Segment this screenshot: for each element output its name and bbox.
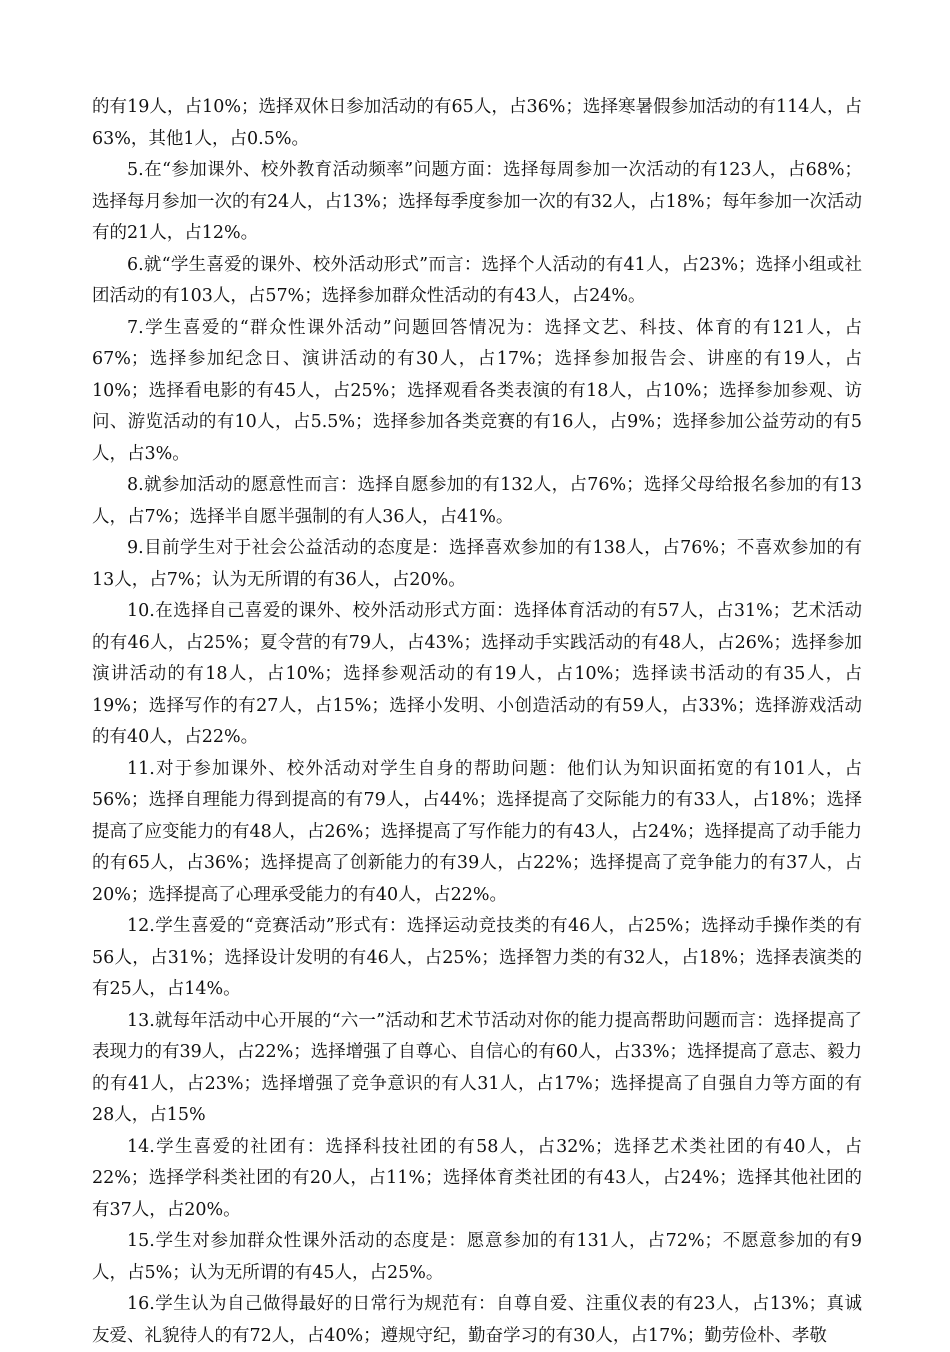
paragraph-item-10: 10.在选择自己喜爱的课外、校外活动形式方面：选择体育活动的有57人，占31%；艺术活动的有46人，占25%；夏令营的有79人，占43%；选择动手实践活动的有48人，占26%；选择参加演讲活动的有18人，占10%；选择参观活动的有19人，占10%；选择读书活动的有35人，占19%；选择写作的有27人，占15%；选择小发明、小创造活动的有59人，占33%；选择游戏活动的有40人，占22%。 [92,601,862,747]
paragraph-continued: 的有19人，占10%；选择双休日参加活动的有65人，占36%；选择寒暑假参加活动的有114人，占63%，其他1人，占0.5%。 [92,97,862,149]
paragraph-item-12: 12.学生喜爱的“竞赛活动”形式有：选择运动竞技类的有46人，占25%；选择动手操作类的有56人，占31%；选择设计发明的有46人，占25%；选择智力类的有32人，占18%；选择表演类的有25人，占14%。 [92,916,862,999]
paragraph-item-7: 7.学生喜爱的“群众性课外活动”问题回答情况为：选择文艺、科技、体育的有121人，占67%；选择参加纪念日、演讲活动的有30人，占17%；选择参加报告会、讲座的有19人，占10%；选择看电影的有45人，占25%；选择观看各类表演的有18人，占10%；选择参加参观、访问、游览活动的有10人，占5.5%；选择参加各类竞赛的有16人，占9%；选择参加公益劳动的有5人，占3%。 [92,317,862,464]
paragraph-item-13: 13.就每年活动中心开展的“六一”活动和艺术节活动对你的能力提高帮助问题而言：选择提高了表现力的有39人，占22%；选择增强了自尊心、自信心的有60人，占33%；选择提高了意志、毅力的有41人，占23%；选择增强了竞争意识的有人31人，占17%；选择提高了自强自力等方面的有28人，占15% [92,1010,862,1125]
paragraph-item-6: 6.就“学生喜爱的课外、校外活动形式”而言：选择个人活动的有41人，占23%；选择小组或社团活动的有103人，占57%；选择参加群众性活动的有43人，占24%。 [92,254,862,306]
paragraph-item-14: 14.学生喜爱的社团有：选择科技社团的有58人，占32%；选择艺术类社团的有40人，占22%；选择学科类社团的有20人，占11%；选择体育类社团的有43人，占24%；选择其他社团的有37人，占20%。 [92,1136,862,1220]
paragraph-item-5: 5.在“参加课外、校外教育活动频率”问题方面：选择每周参加一次活动的有123人，占68%；选择每月参加一次的有24人，占13%；选择每季度参加一次的有32人，占18%；每年参加一次活动有的21人，占12%。 [92,160,862,243]
paragraph-item-16: 16.学生认为自己做得最好的日常行为规范有：自尊自爱、注重仪表的有23人，占13%；真诚友爱、礼貌待人的有72人，占40%；遵规守纪，勤奋学习的有30人，占17%；勤劳俭朴、孝敬 [92,1294,862,1346]
paragraph-item-9: 9.目前学生对于社会公益活动的态度是：选择喜欢参加的有138人，占76%；不喜欢参加的有13人，占7%；认为无所谓的有36人，占20%。 [92,538,862,590]
document-body [92,92,862,1352]
paragraph-item-11: 11.对于参加课外、校外活动对学生自身的帮助问题：他们认为知识面拓宽的有101人，占56%；选择自理能力得到提高的有79人，占44%；选择提高了交际能力的有33人，占18%；选择提高了应变能力的有48人，占26%；选择提高了写作能力的有43人，占24%；选择提高了动手能力的有65人，占36%；选择提高了创新能力的有39人，占22%；选择提高了竞争能力的有37人，占20%；选择提高了心理承受能力的有40人，占22%。 [92,758,862,905]
paragraph-item-15: 15.学生对参加群众性课外活动的态度是：愿意参加的有131人，占72%；不愿意参加的有9人，占5%；认为无所谓的有45人，占25%。 [92,1231,862,1283]
paragraph-item-8: 8.就参加活动的愿意性而言：选择自愿参加的有132人，占76%；选择父母给报名参加的有13人，占7%；选择半自愿半强制的有人36人，占41%。 [92,475,862,527]
